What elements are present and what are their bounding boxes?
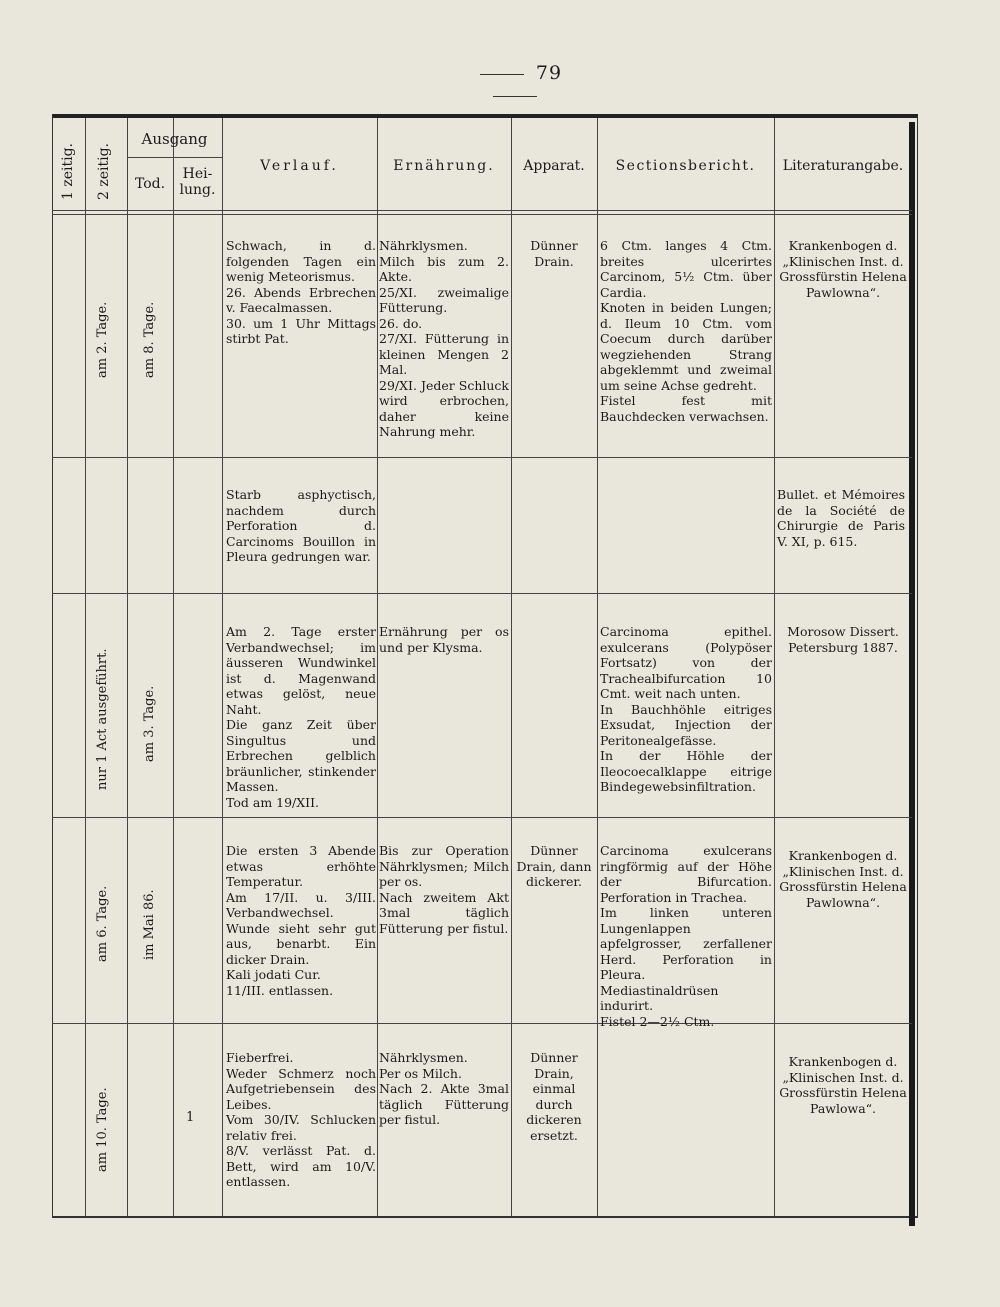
header-tod: Tod. bbox=[134, 176, 166, 192]
header-1-zeitig: 1 zeitig. bbox=[60, 142, 76, 200]
header-bottom-line-2 bbox=[52, 214, 912, 215]
header-ernaehrung: Ernährung. bbox=[393, 158, 495, 174]
row5-ernaehrung: Nährklysmen. Per os Milch. Nach 2. Akte 3mal täglich Fütterung per fistul. bbox=[379, 1050, 509, 1127]
header-literaturangabe: Literaturangabe. bbox=[782, 158, 904, 174]
header-sectionsbericht: Sectionsbericht. bbox=[615, 158, 756, 174]
table-right-rule bbox=[909, 122, 915, 1226]
row-divider bbox=[52, 457, 912, 458]
header-bottom-line bbox=[52, 210, 912, 211]
row1-zeitig-2: am 8. Tage. bbox=[142, 301, 157, 378]
row4-verlauf: Die ersten 3 Abende etwas erhöhte Temperatur. Am 17/II. u. 3/III. Verbandwechsel. Wunde sieht sehr gut aus, benarbt. Ein dicker Drain. Kali jodati Cur. 11/III. entlassen. bbox=[226, 843, 376, 998]
column-divider bbox=[85, 118, 86, 1216]
row4-literaturangabe: Krankenbogen d. „Klinischen Inst. d. Grossfürstin Helena Pawlowna“. bbox=[779, 848, 907, 910]
row-divider bbox=[52, 817, 912, 818]
row1-sectionsbericht: 6 Ctm. langes 4 Ctm. breites ulcerirtes Carcinom, 5½ Ctm. über Cardia. Knoten in beiden Lungen; d. Ileum 10 Ctm. vom Coecum durch darüber wegziehenden Strang abgeklemmt und zweimal um seine Achse gedreht. Fistel fest mit Bauchdecken verwachsen. bbox=[600, 238, 772, 424]
row4-sectionsbericht: Carcinoma exulcerans ringförmig auf der Höhe der Bifurcation. Perforation in Trachea. Im linken unteren Lungenlappen apfelgrosser, zerfallener Herd. Perforation in Pleura. Mediastinaldrüsen indurirt. Fistel 2—2½ Ctm. bbox=[600, 843, 772, 1029]
row1-zeitig-1: am 2. Tage. bbox=[95, 301, 110, 378]
column-divider bbox=[127, 118, 128, 1216]
row-divider bbox=[52, 593, 912, 594]
header-apparat: Apparat. bbox=[523, 158, 585, 174]
row1-literaturangabe: Krankenbogen d. „Klinischen Inst. d. Grossfürstin Helena Pawlowna“. bbox=[779, 238, 907, 300]
row5-zeitig-1: am 10. Tage. bbox=[95, 1087, 110, 1172]
column-divider bbox=[222, 118, 223, 1216]
page-number: 79 bbox=[440, 62, 590, 106]
ausgang-underline bbox=[127, 157, 222, 158]
row2-verlauf: Starb asphyctisch, nachdem durch Perforation d. Carcinoms Bouillon in Pleura gedrungen war. bbox=[226, 487, 376, 564]
row3-literaturangabe: Morosow Dissert. Petersburg 1887. bbox=[787, 624, 899, 655]
header-heilung: Hei- lung. bbox=[179, 166, 216, 198]
row1-verlauf: Schwach, in d. folgenden Tagen ein wenig Meteorismus. 26. Abends Erbrechen v. Faecalmassen. 30. um 1 Uhr Mittags stirbt Pat. bbox=[226, 238, 376, 346]
row3-zeitig-2: am 3. Tage. bbox=[142, 685, 157, 762]
row3-sectionsbericht: Carcinoma epithel. exulcerans (Polypöser Fortsatz) von der Trachealbifurcation 10 Cmt. weit nach unten. In Bauchhöhle eitriges Exsudat, Injection der Peritonealgefässe. In der Höhle der Ileocoecalklappe eitrige Bindegewebsinfiltration. bbox=[600, 624, 772, 794]
row4-apparat: Dünner Drain, dann dickerer. bbox=[516, 843, 592, 889]
row3-verlauf: Am 2. Tage erster Verbandwechsel; im äusseren Wundwinkel ist d. Magenwand etwas gelöst, neue Naht. Die ganz Zeit über Singultus und Erbrechen gelblich bräunlicher, stinkender Massen. Tod am 19/XII. bbox=[226, 624, 376, 810]
row1-ernaehrung: Nährklysmen. Milch bis zum 2. Akte. 25/XI. zweimalige Fütterung. 26. do. 27/XI. Fütterung in kleinen Mengen 2 Mal. 29/XI. Jeder Schluck wird erbrochen, daher keine Nahrung mehr. bbox=[379, 238, 509, 439]
row4-zeitig-2: im Mai 86. bbox=[142, 889, 157, 960]
row5-heilung: 1 bbox=[186, 1110, 195, 1125]
row-divider bbox=[52, 1023, 912, 1024]
row5-apparat: Dünner Drain, einmal durch dickeren ersetzt. bbox=[526, 1050, 582, 1143]
row3-zeitig-1: nur 1 Act ausgeführt. bbox=[95, 648, 110, 790]
column-divider bbox=[597, 118, 598, 1216]
column-divider bbox=[774, 118, 775, 1216]
header-ausgang: Ausgang bbox=[141, 130, 208, 148]
row5-verlauf: Fieberfrei. Weder Schmerz noch Aufgetriebensein des Leibes. Vom 30/IV. Schlucken relativ frei. 8/V. verlässt Pat. d. Bett, wird am 10/V. entlassen. bbox=[226, 1050, 376, 1189]
column-divider bbox=[377, 118, 378, 1216]
row4-ernaehrung: Bis zur Operation Nährklysmen; Milch per os. Nach zweitem Akt 3mal täglich Fütterung per fistul. bbox=[379, 843, 509, 936]
row5-literaturangabe: Krankenbogen d. „Klinischen Inst. d. Grossfürstin Helena Pawlowa“. bbox=[779, 1054, 907, 1116]
row2-literaturangabe: Bullet. et Mémoires de la Société de Chirurgie de Paris V. XI, p. 615. bbox=[777, 487, 905, 549]
header-2-zeitig: 2 zeitig. bbox=[96, 142, 112, 200]
header-verlauf: Verlauf. bbox=[260, 158, 339, 174]
row1-apparat: Dünner Drain. bbox=[530, 238, 578, 269]
row4-zeitig-1: am 6. Tage. bbox=[95, 885, 110, 962]
column-divider bbox=[173, 118, 174, 1216]
row3-ernaehrung: Ernährung per os und per Klysma. bbox=[379, 624, 509, 655]
column-divider bbox=[511, 118, 512, 1216]
